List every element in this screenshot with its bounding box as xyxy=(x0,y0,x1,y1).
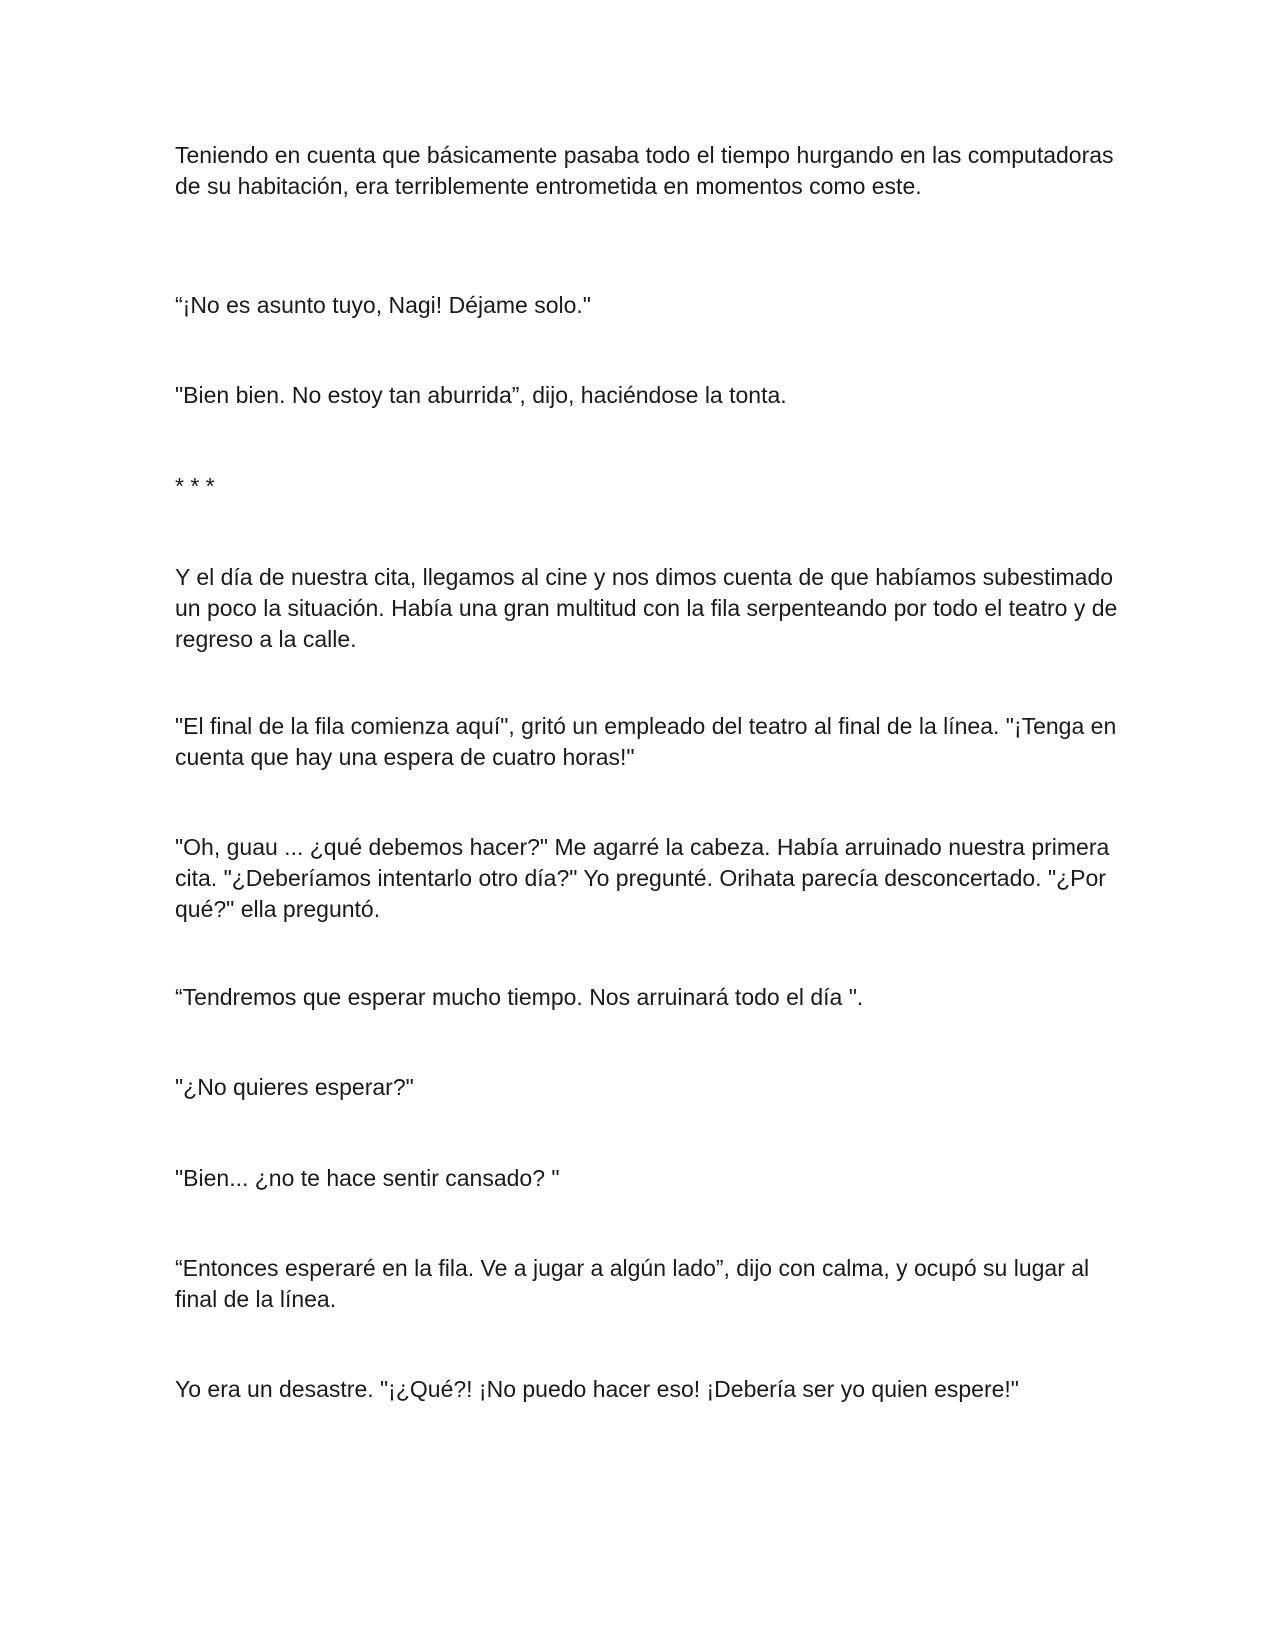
paragraph: Teniendo en cuenta que básicamente pasaba todo el tiempo hurgando en las computadoras de su habitación, era terriblemente entrometida en momentos como este. xyxy=(175,142,1114,199)
paragraph: "¿No quieres esperar?" xyxy=(175,1074,414,1100)
paragraph: "El final de la fila comienza aquí", gritó un empleado del teatro al final de la línea. "¡Tenga en cuenta que hay una espera de cuatro horas!" xyxy=(175,713,1117,770)
section-break: * * * xyxy=(175,473,215,499)
paragraph: “Entonces esperaré en la fila. Ve a jugar a algún lado”, dijo con calma, y ocupó su lugar al final de la línea. xyxy=(175,1255,1090,1312)
paragraph: Yo era un desastre. "¡¿Qué?! ¡No puedo hacer eso! ¡Debería ser yo quien espere!" xyxy=(175,1376,1019,1402)
paragraph: “¡No es asunto tuyo, Nagi! Déjame solo." xyxy=(175,292,591,318)
paragraph: "Oh, guau ... ¿qué debemos hacer?" Me agarré la cabeza. Había arruinado nuestra primera cita. "¿Deberíamos intentarlo otro día?" Yo pregunté. Orihata parecía desconcertado. "¿Por qué?" ella preguntó. xyxy=(175,834,1110,922)
paragraph: "Bien bien. No estoy tan aburrida”, dijo, haciéndose la tonta. xyxy=(175,382,787,408)
paragraph: “Tendremos que esperar mucho tiempo. Nos arruinará todo el día ". xyxy=(175,984,864,1010)
paragraph: Y el día de nuestra cita, llegamos al cine y nos dimos cuenta de que habíamos subestimado un poco la situación. Había una gran multitud con la fila serpenteando por todo el teatro y de regreso a la calle. xyxy=(175,564,1118,652)
paragraph: "Bien... ¿no te hace sentir cansado? " xyxy=(175,1165,560,1191)
